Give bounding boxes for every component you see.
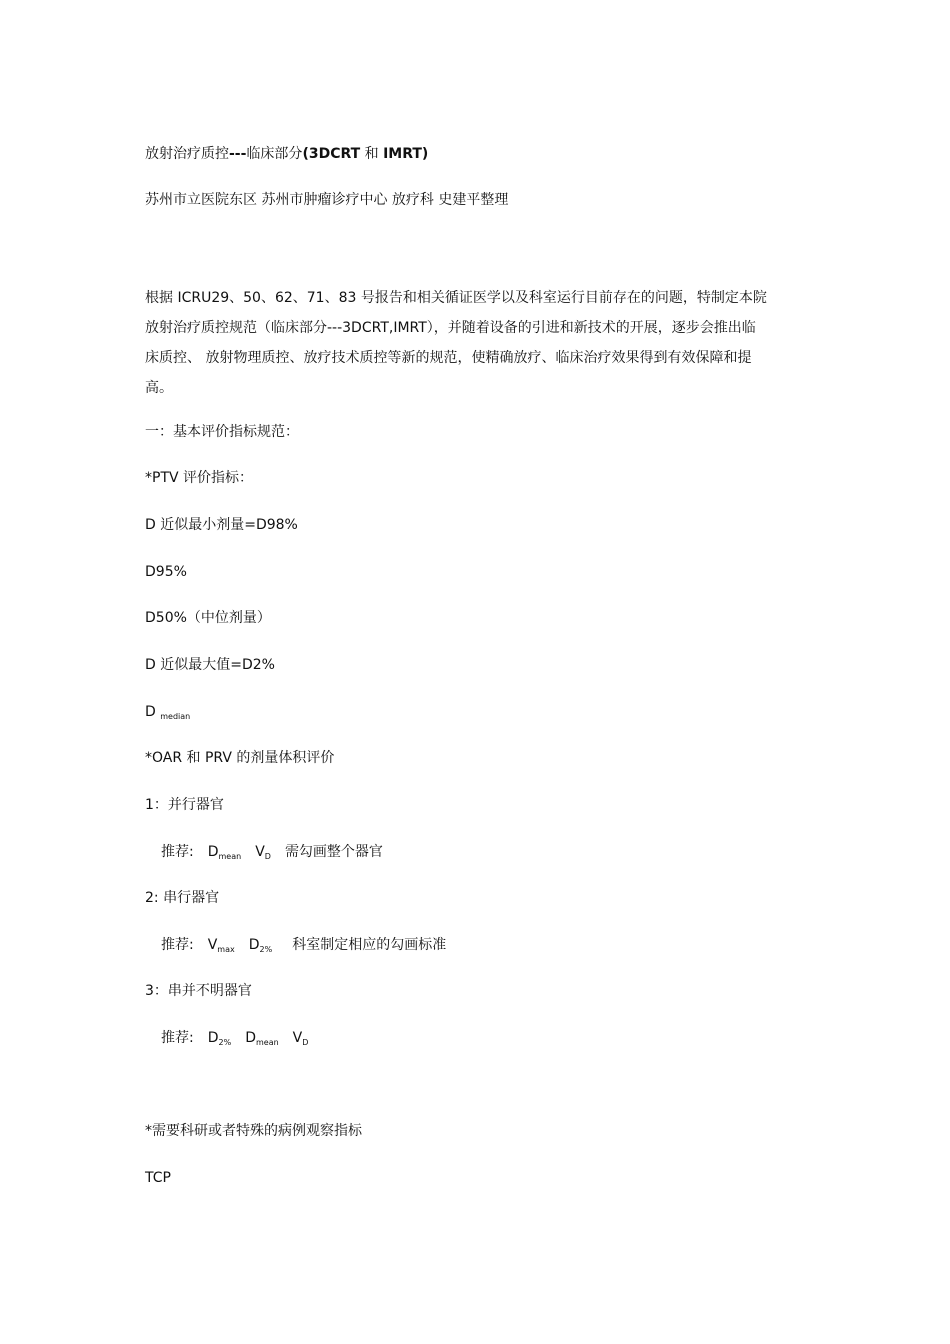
title-part: 临床部分	[246, 146, 303, 162]
oar-heading: *OAR 和 PRV 的剂量体积评价	[145, 750, 335, 766]
metric-subscript: 2%	[259, 945, 273, 954]
intro-line: 床质控、 放射物理质控、放疗技术质控等新的规范，使精确放疗、临床治疗效果得到有效保障和提	[145, 350, 752, 366]
metric-subscript: median	[160, 712, 191, 721]
document-title	[145, 144, 428, 164]
special-heading: *需要科研或者特殊的病例观察指标	[145, 1123, 362, 1139]
intro-line: 高。	[145, 380, 173, 396]
metric-symbol: D	[207, 1030, 219, 1046]
ptv-d98: D 近似最小剂量=D98%	[145, 517, 298, 533]
metric-subscript: D	[302, 1038, 309, 1047]
ptv-dmedian	[145, 702, 190, 722]
metric-symbol: V	[255, 844, 265, 860]
title-part: (3DCRT	[302, 146, 361, 162]
metric-symbol: D	[145, 704, 156, 720]
intro-line: 根据 ICRU29、50、62、71、83 号报告和相关循证医学以及科室运行目前存在的问题，特制定本院	[145, 290, 767, 306]
serial-recommendation	[161, 935, 446, 955]
metric-subscript: D	[264, 852, 271, 861]
recommend-label: 推荐:	[161, 937, 194, 953]
metric-symbol: D	[248, 937, 260, 953]
recommend-label: 推荐:	[161, 1030, 194, 1046]
intro-paragraph	[145, 283, 810, 403]
metric-subscript: max	[217, 945, 235, 954]
section-heading: 一：基本评价指标规范：	[145, 424, 299, 440]
intro-line: 放射治疗质控规范（临床部分---3DCRT,IMRT），并随着设备的引进和新技术的开展，逐步会推出临	[145, 320, 756, 336]
metric-subscript: mean	[218, 852, 242, 861]
metric-symbol: D	[207, 844, 219, 860]
unknown-recommendation	[161, 1028, 308, 1048]
metric-symbol: V	[207, 937, 218, 953]
metric-subscript: 2%	[218, 1038, 232, 1047]
title-part: 和	[360, 146, 384, 162]
ptv-d95: D95%	[145, 564, 187, 580]
metric-subscript: mean	[255, 1038, 279, 1047]
title-part: 放射治疗质控	[145, 146, 229, 162]
metric-symbol: D	[245, 1030, 256, 1046]
recommend-note: 科室制定相应的勾画标准	[292, 937, 447, 953]
parallel-recommendation	[161, 842, 383, 862]
ptv-d50: D50%（中位剂量）	[145, 610, 271, 626]
title-part: ---	[229, 146, 247, 162]
metric-symbol: V	[292, 1030, 303, 1046]
ptv-d2: D 近似最大值=D2%	[145, 657, 275, 673]
author-line: 苏州市立医院东区 苏州市肿瘤诊疗中心 放疗科 史建平整理	[145, 192, 509, 208]
title-part: IMRT)	[383, 146, 429, 162]
parallel-organ-label: 1：并行器官	[145, 797, 224, 813]
recommend-label: 推荐:	[161, 844, 194, 860]
serial-organ-label: 2: 串行器官	[145, 890, 220, 906]
recommend-note: 需勾画整个器官	[284, 844, 383, 860]
tcp-label: TCP	[145, 1170, 171, 1186]
ptv-heading: *PTV 评价指标：	[145, 470, 254, 486]
unknown-organ-label: 3：串并不明器官	[145, 983, 252, 999]
